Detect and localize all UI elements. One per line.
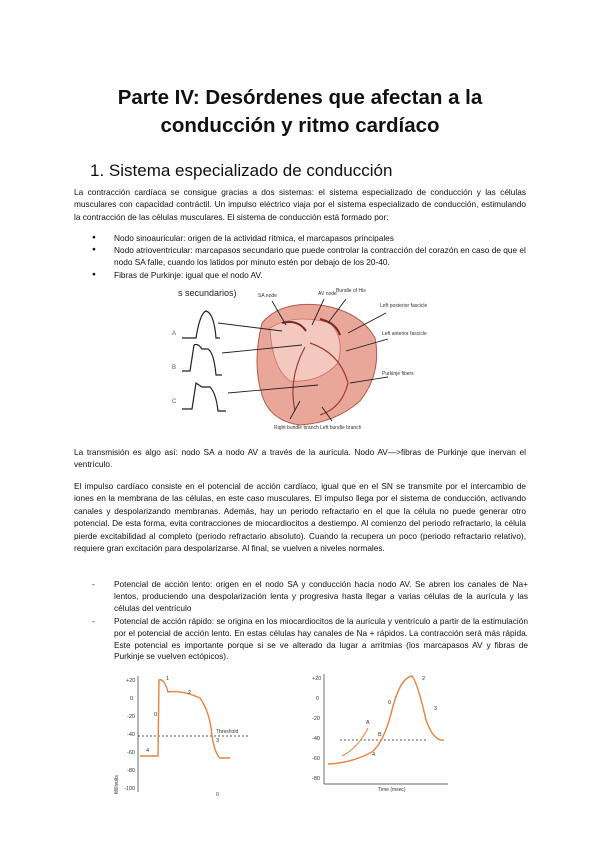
phase-label: 3 xyxy=(216,738,220,744)
action-potential-traces xyxy=(182,311,226,411)
phase-label: 4 xyxy=(372,752,376,758)
tick-label: -60 xyxy=(312,756,320,762)
tick-label: +20 xyxy=(126,678,136,684)
title-line-2: conducción y ritmo cardíaco xyxy=(160,114,440,137)
left-action-potential-graph xyxy=(112,672,252,796)
left-x-fragment: 0 xyxy=(216,792,219,796)
conduction-list xyxy=(92,232,532,281)
slow-potential-curve xyxy=(140,680,230,758)
phase-label: 1 xyxy=(166,676,170,682)
trace-c-label: C xyxy=(172,399,177,405)
label-sa-node: SA node xyxy=(258,293,277,299)
trace-a-path xyxy=(182,311,220,338)
action-potential-list xyxy=(92,579,528,663)
intro-paragraph: La contracción cardíaca se consigue gracias a dos sistemas: el sistema especializado de conducción y las células musculares con capacidad contráctil. Un impulso eléctrico viaja por el sistema especializado de conducción, estimulando la contracción de las células musculares. El sistema de conducción está formado por: xyxy=(74,187,526,222)
tick-label: -20 xyxy=(312,716,320,722)
transmission-paragraph: La transmisión es algo así: nodo SA a nodo AV a través de la aurícula. Nodo AV—>fibras de Purkinje que inervan el ventrículo. xyxy=(74,447,526,470)
phase-label: B xyxy=(378,732,382,738)
tick-label: -60 xyxy=(127,750,135,756)
phase-label: 0 xyxy=(154,712,158,718)
label-left-anterior: Left anterior fascicle xyxy=(382,331,427,337)
tick-label: +20 xyxy=(312,676,322,682)
list-item: - Potencial de acción lento: origen en el nodo SA y conducción hacia nodo AV. Se abren los canales de Na+ lentos, produciendo una despolarización lenta y progresiva hasta llegar a varias células de la aurícula y las células del ventrículo xyxy=(92,579,528,615)
phase-label: 2 xyxy=(188,690,192,696)
tick-label: -80 xyxy=(312,776,320,782)
right-x-axis-label: Time (msec) xyxy=(378,787,406,792)
tick-label: -40 xyxy=(312,736,320,742)
right-phase-labels xyxy=(366,676,437,758)
phase-label: 2 xyxy=(422,676,426,682)
phase-label: 0 xyxy=(388,700,392,706)
list-item: ● Nodo sinoauricular: origen de la actividad rítmica, el marcapasos principales xyxy=(92,232,532,244)
label-bundle-his: Bundle of His xyxy=(336,288,366,294)
left-y-ticks xyxy=(124,678,135,792)
phase-label: 4 xyxy=(146,748,150,754)
label-purkinje: Purkinje fibers xyxy=(382,371,414,377)
heart-conduction-figure xyxy=(170,283,432,441)
label-left-posterior: Left posterior fascicle xyxy=(380,303,428,309)
right-y-ticks xyxy=(312,676,321,782)
phase-label: 3 xyxy=(434,706,438,712)
page-title xyxy=(0,84,600,140)
subthreshold-curve xyxy=(342,728,368,756)
impulse-paragraph: El impulso cardíaco consiste en el potencial de acción cardíaco, igual que en el SN se transmite por el intercambio de iones en la membrana de las células, en este caso musculares. El impulso llega por el sistema de conducción, activando canales y despolarizando membranas. Además, hay un periodo refractario en el que la célula no puede generar otro potencial. De esta forma, evita contracciones de miocardiocitos a destiempo. Al comienzo del periodo refractario, la célula pierde excitabilidad al completo (periodo refractario absoluto). Cuando la recupera un poco (periodo refractario relativo), requiere gran excitación para despolarizarse. Al final, se vuelven a niveles normales. xyxy=(74,481,526,554)
list-item: - Potencial de acción rápido: se origina en los miocardiocitos de la aurícula y ventrículo a partir de la estimulación por el potencial de acción lento. En estas células hay canales de Na + rápidos. La contracción será más rápida. Este potencial es importante porque si se ve alterado da lugar a arritmias (los marcapasos AV y fibras de Purkinje se vuelven ectópicos). xyxy=(92,616,528,664)
threshold-label: Threshold xyxy=(216,729,239,735)
trace-b-path xyxy=(182,345,222,376)
figure-header-fragment: s secundarios) xyxy=(178,288,237,298)
section-heading: 1. Sistema especializado de conducción xyxy=(90,161,393,180)
list-item: ● Fibras de Purkinje: igual que el nodo AV. xyxy=(92,269,532,281)
left-y-axis-label: Millivolts xyxy=(114,775,120,794)
trace-b-label: B xyxy=(172,365,177,371)
label-left-bundle: Left bundle branch xyxy=(320,425,362,431)
label-av-node: AV node xyxy=(318,291,337,297)
tick-label: -40 xyxy=(127,732,135,738)
heart-illustration xyxy=(257,304,377,425)
tick-label: -80 xyxy=(127,768,135,774)
tick-label: -100 xyxy=(124,786,136,792)
tick-label: 0 xyxy=(316,696,320,702)
list-item: ● Nodo atrioventricular: marcapasos secundario que puede controlar la contracción del corazón en caso de que el nodo SA falle, cuando los latidos por minuto estén por debajo de los 20-40. xyxy=(92,244,532,268)
fast-potential-curve xyxy=(328,676,444,764)
label-right-bundle: Right bundle branch xyxy=(274,425,319,431)
tick-label: -20 xyxy=(127,714,135,720)
title-line-1: Parte IV: Desórdenes que afectan a la xyxy=(117,86,483,109)
trace-a-label: A xyxy=(172,331,177,337)
right-action-potential-graph xyxy=(302,670,450,792)
tick-label: 0 xyxy=(130,696,134,702)
phase-label: A xyxy=(366,720,370,726)
trace-c-path xyxy=(182,383,226,411)
